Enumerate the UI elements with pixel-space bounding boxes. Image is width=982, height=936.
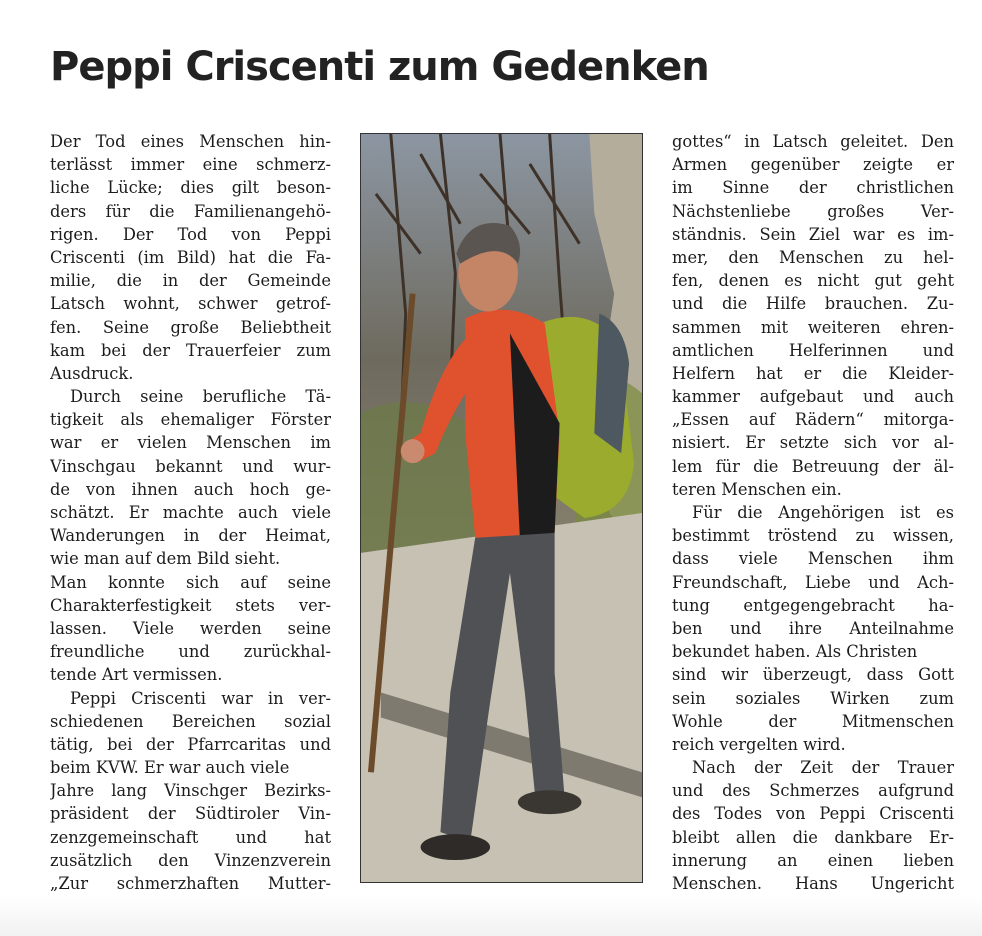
article-text-line: kam bei der Trauerfeier zum <box>50 340 331 360</box>
article-text-line: tung entgegengebracht ha- <box>672 595 954 615</box>
article-text-line: gottes“ in Latsch geleitet. Den <box>672 132 954 151</box>
article-text-line: bestimmt tröstend zu wissen, <box>672 526 954 546</box>
article-text-line: präsident der Südtiroler Vin- <box>50 804 331 824</box>
article-text-line: mer, den Menschen zu hel- <box>672 247 954 267</box>
article-text-line: Für die Angehörigen ist es <box>692 503 954 522</box>
article-text-line: Peppi Criscenti war in ver- <box>70 688 331 708</box>
article-text-line: nisiert. Er setzte sich vor al- <box>672 433 954 453</box>
article-column-right <box>672 130 954 895</box>
article-text-line: liche Lücke; dies gilt beson- <box>50 178 331 198</box>
article-text-line: innerung an einen lieben <box>672 850 954 870</box>
article-text-line: lem für die Betreuung der äl- <box>672 456 954 476</box>
article-text-line: und des Schmerzes aufgrund <box>672 781 954 801</box>
article-text-line: Ausdruck. <box>50 363 134 383</box>
article-text-line: Charakterfestigkeit stets ver- <box>50 595 331 615</box>
article-text-line: Helfern hat er die Kleider- <box>672 363 954 383</box>
article-text-line: „Zur schmerzhaften Mutter- <box>50 874 331 893</box>
article-text-line: Menschen. Hans Ungericht <box>672 874 954 893</box>
article-text-line: rigen. Der Tod von Peppi <box>50 224 331 244</box>
article-text-line: Nächstenliebe großes Ver- <box>672 201 954 221</box>
article-text-line: wie man auf dem Bild sieht. <box>50 549 281 569</box>
article-text-line: fen, denen es nicht gut geht <box>672 271 954 291</box>
article-text-line: milie, die in der Gemeinde <box>50 271 331 291</box>
article-text-line: des Todes von Peppi Criscenti <box>672 804 954 824</box>
article-text-line: terlässt immer eine schmerz- <box>50 155 331 175</box>
article-text-line: war er vielen Menschen im <box>50 433 331 453</box>
article-text-line: bleibt allen die dankbare Er- <box>672 827 954 847</box>
article-text-line: Latsch wohnt, schwer getrof- <box>50 294 331 314</box>
article-text-line: reich vergelten wird. <box>672 734 846 754</box>
article-text-line: „Essen auf Rädern“ mitorga- <box>672 410 954 430</box>
article-text-line: Vinschgau bekannt und wur- <box>50 456 331 476</box>
article-text-line: zusätzlich den Vinzenzverein <box>50 850 331 870</box>
article-text-line: ben und ihre Anteilnahme <box>672 618 954 638</box>
article-text-line: zenzgemeinschaft und hat <box>50 827 331 847</box>
article-text-line: schätzt. Er machte auch viele <box>50 503 331 522</box>
article-text-line: Nach der Zeit der Trauer <box>692 758 954 778</box>
article-text-line: amtlichen Helferinnen und <box>672 340 954 360</box>
article-text-line: und die Hilfe brauchen. Zu- <box>672 294 954 314</box>
article-text-line: lassen. Viele werden seine <box>50 618 331 638</box>
article-text-line: Durch seine berufliche Tä- <box>70 387 331 407</box>
article-text-line: Jahre lang Vinschger Bezirks- <box>50 781 331 801</box>
article-text-line: freundliche und zurückhal- <box>50 642 331 662</box>
article-text-line: im Sinne der christlichen <box>672 178 954 198</box>
article-text-line: sein soziales Wirken zum <box>672 688 954 708</box>
page-bottom-fade <box>0 896 982 936</box>
article-text-line: dass viele Menschen ihm <box>672 549 954 569</box>
article-text-line: Man konnte sich auf seine <box>50 572 331 592</box>
article-photo <box>360 133 643 883</box>
article-text-line: Criscenti (im Bild) hat die Fa- <box>50 247 331 267</box>
article-text-line: Der Tod eines Menschen hin- <box>50 132 331 151</box>
article-text-line: tätig, bei der Pfarrcaritas und <box>50 734 331 754</box>
article-text-line: bekundet haben. Als Christen <box>672 642 918 662</box>
article-text-line: sammen mit weiteren ehren- <box>672 317 954 337</box>
article-text-line: ständnis. Sein Ziel war es im- <box>672 224 954 244</box>
article-text-line: tende Art vermissen. <box>50 665 223 685</box>
article-text-line: kammer aufgebaut und auch <box>672 387 954 407</box>
article-text-line: fen. Seine große Beliebtheit <box>50 317 331 337</box>
article-text-line: Freundschaft, Liebe und Ach- <box>672 572 954 592</box>
article-text-line: beim KVW. Er war auch viele <box>50 758 290 778</box>
article-headline: Peppi Criscenti zum Gedenken <box>50 44 709 90</box>
article-text-line: tigkeit als ehemaliger Förster <box>50 410 331 430</box>
hiker-photo-illustration <box>361 134 642 882</box>
article-column-left <box>50 130 331 895</box>
article-text-line: sind wir überzeugt, dass Gott <box>672 665 954 685</box>
article-text-line: Wanderungen in der Heimat, <box>50 526 331 546</box>
article-text-line: ders für die Familienangehö- <box>50 201 331 221</box>
article-text-line: teren Menschen ein. <box>672 479 842 499</box>
article-text-line: Wohle der Mitmenschen <box>672 711 954 731</box>
article-text-line: Armen gegenüber zeigte er <box>672 155 954 175</box>
article-text-line: schiedenen Bereichen sozial <box>50 711 331 731</box>
article-text-line: de von ihnen auch hoch ge- <box>50 479 331 499</box>
